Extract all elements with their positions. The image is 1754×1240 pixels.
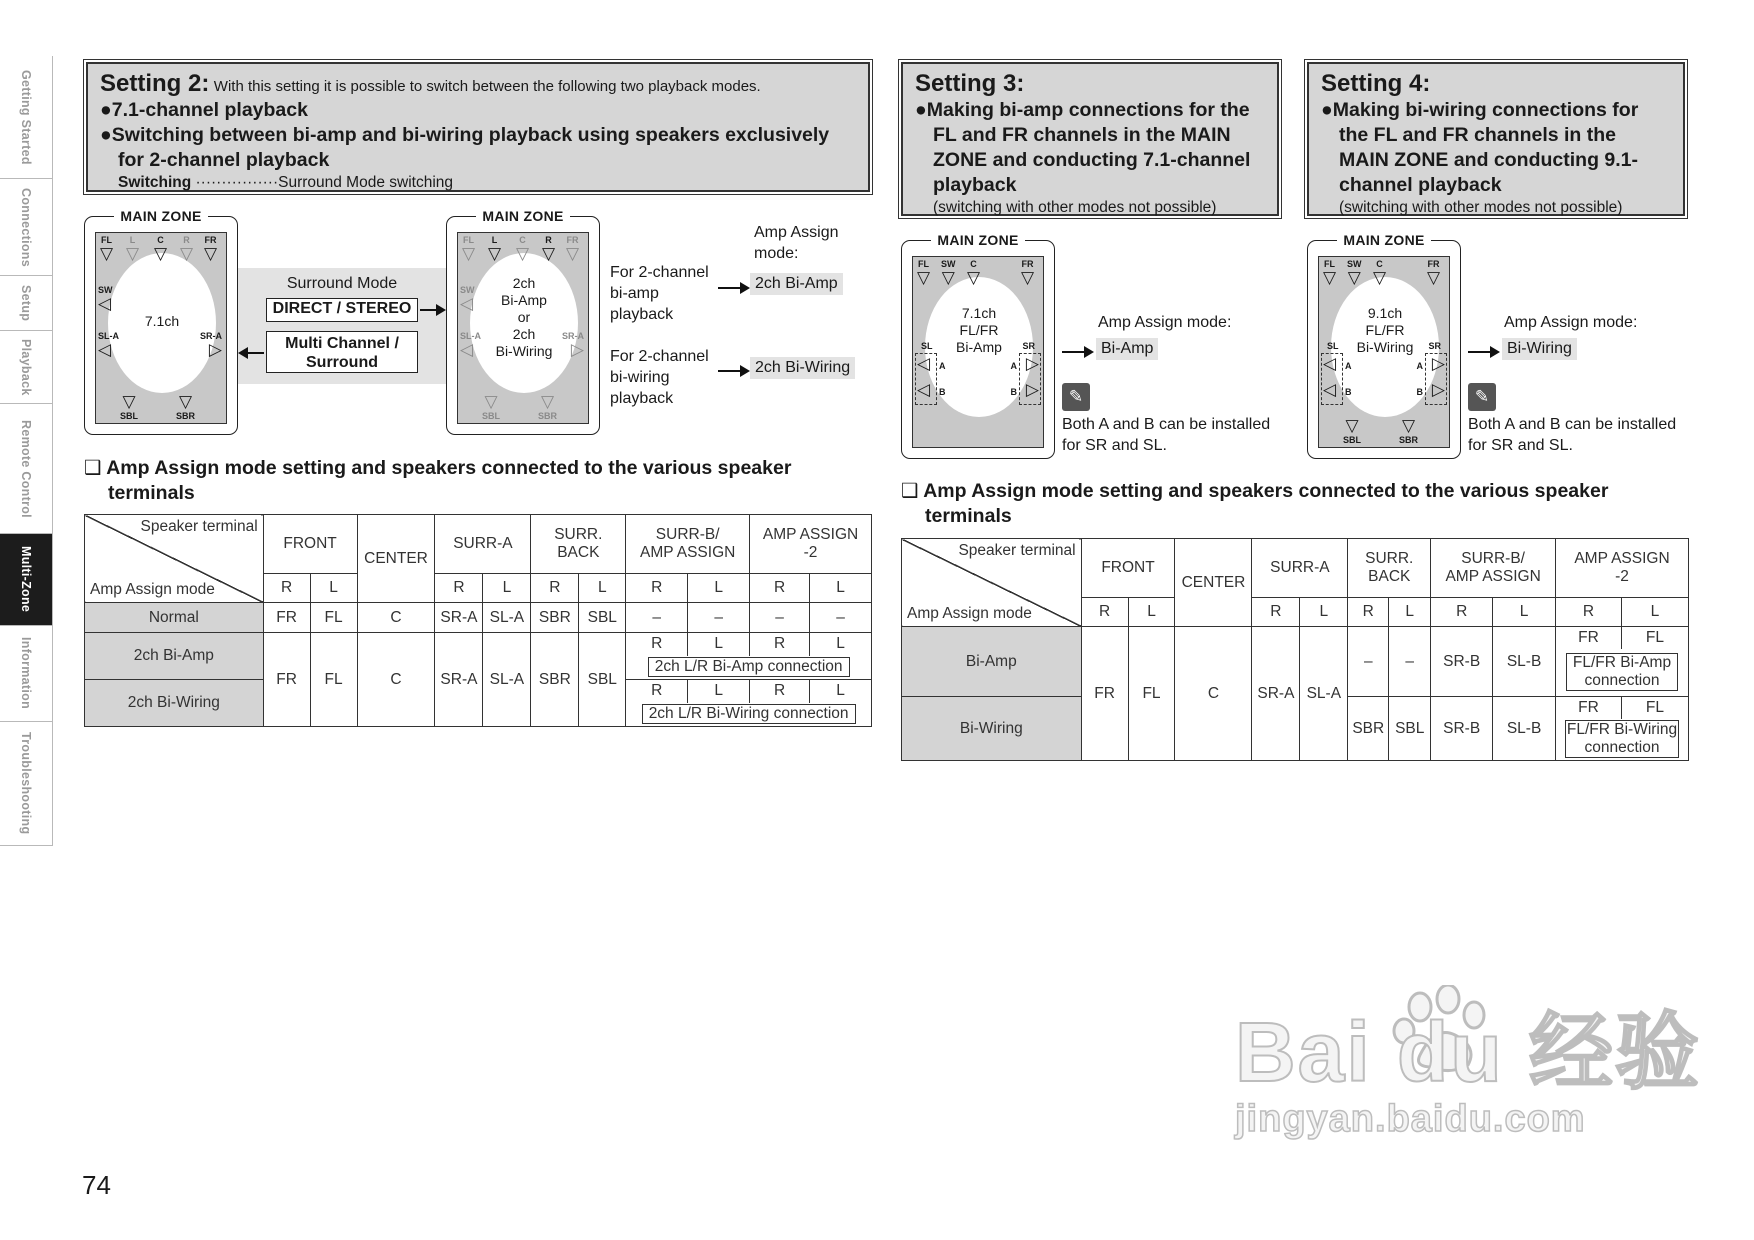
- arrow-left-icon: [240, 352, 264, 354]
- speaker-sr: SR: [1428, 341, 1441, 351]
- setting3-note: (switching with other modes not possible): [933, 199, 1217, 216]
- for-2ch-biamp-text: For 2-channel bi-amp playback: [610, 264, 709, 323]
- speaker-sl-b: ◁: [917, 380, 931, 399]
- tab-getting-started[interactable]: Getting Started: [0, 56, 53, 179]
- value-2ch-biamp: 2ch Bi-Amp: [750, 273, 843, 295]
- col-center: CENTER: [1175, 539, 1252, 627]
- page-number: 74: [82, 1170, 111, 1200]
- speaker-sbr: ▽ SBR: [176, 392, 196, 421]
- setting2-bullet2: ●Switching between bi-amp and bi-wiring playback using speakers exclusively for 2-channel playback: [100, 124, 830, 171]
- setting3-title: Setting 3:: [915, 70, 1025, 97]
- speaker-l: L ▽: [126, 235, 140, 263]
- speaker-sr-b: ▷: [1431, 380, 1445, 399]
- speaker-sbl: ▽ SBL: [1343, 416, 1361, 445]
- label-a: A: [1416, 361, 1423, 371]
- table-row: Normal FR FL C SR-A SL-A SBR SBL – – – –: [85, 603, 872, 633]
- surround-mode-label: Surround Mode: [286, 275, 398, 292]
- mode-multi-channel: Multi Channel / Surround: [266, 331, 418, 373]
- speaker-sr-a: ▷: [1431, 354, 1445, 373]
- speaker-c: C ▽: [1373, 259, 1387, 287]
- table-corner-cell: Speaker terminal Amp Assign mode: [85, 515, 264, 603]
- col-center: CENTER: [357, 515, 435, 603]
- main-zone-91-biwiring-diagram: MAIN ZONE FL ▽ SW ▽ C ▽ FR ▽ SL SR ◁ A ◁ B ▷ A ▷ B ▽ SBL ▽ SBR 9.1ch FL/FR Bi-Wiring: [1307, 240, 1461, 459]
- speaker-fr: FR ▽: [1021, 259, 1035, 287]
- arrow-right-icon: [1468, 351, 1498, 353]
- amp-assign-table-setting2: Speaker terminal Amp Assign mode FRONT CENTER SURR-A SURR. BACK SURR-B/ AMP ASSIGN AMP ASSIGN -2 R L R L R L R L R L Normal FR FL C SR-A SL-A SBR SBL – – – – 2ch Bi-Amp FR FL C SR-A SL-A SBR SBL R L R L 2ch L/R Bi-Amp connection 2ch Bi-Wiring R L R L 2ch L/R Bi-Wiring connection: [84, 514, 872, 727]
- amp-assign-table-setting34: Speaker terminal Amp Assign mode FRONT CENTER SURR-A SURR. BACK SURR-B/ AMP ASSIGN AMP ASSIGN -2 R L R L R L R L R L Bi-Amp FR FL C SR-A SL-A – – SR-B SL-B FR FL FL/FR Bi-Amp connection Bi-Wiring SBR SBL SR-B SL-B FR FL FL/FR Bi-Wiring connection: [901, 538, 1689, 761]
- main-zone-71-biamp-diagram: MAIN ZONE FL ▽ SW ▽ C ▽ FR ▽ SL SR ◁ A ◁ B ▷ A ▷ B 7.1ch FL/FR Bi-Amp: [901, 240, 1055, 459]
- tab-connections[interactable]: Connections: [0, 179, 53, 276]
- speaker-sbr: ▽ SBR: [538, 392, 558, 421]
- diagram4-amp-assign-label: Amp Assign mode:: [1504, 314, 1638, 331]
- col-amp-assign-2: AMP ASSIGN -2: [1556, 539, 1689, 598]
- speaker-fr: FR ▽: [204, 235, 218, 263]
- setting3-header: [901, 62, 1279, 216]
- checkbox-square-icon: ❑: [901, 480, 919, 502]
- label-a: A: [1345, 361, 1352, 371]
- speaker-sr-a: SR-A ▷: [200, 331, 222, 359]
- speaker-sr-b: ▷: [1025, 380, 1039, 399]
- speaker-sw: SW ◁: [460, 285, 475, 313]
- amp-assign-mode-label: Amp Assign mode:: [754, 224, 839, 262]
- col-amp-assign-2: AMP ASSIGN -2: [750, 515, 872, 574]
- col-surr-back: SURR. BACK: [531, 515, 626, 574]
- col-surr-a: SURR-A: [435, 515, 531, 574]
- side-tab-bar: [0, 56, 53, 846]
- tab-multi-zone[interactable]: Multi-Zone: [0, 534, 53, 626]
- table-row: 2ch Bi-Amp FR FL C SR-A SL-A SBR SBL R L R L: [85, 633, 872, 656]
- col-surr-b: SURR-B/ AMP ASSIGN: [626, 515, 750, 574]
- value-biamp: Bi-Amp: [1096, 338, 1158, 360]
- tab-setup[interactable]: Setup: [0, 276, 53, 331]
- value-2ch-biwiring: 2ch Bi-Wiring: [750, 357, 855, 379]
- label-b: B: [1010, 387, 1017, 397]
- table3-heading: ❑ Amp Assign mode setting and speakers connected to the various speaker terminals: [901, 480, 1609, 527]
- speaker-sl-a: ◁: [917, 354, 931, 373]
- setting2-desc: With this setting it is possible to switch between the following two playback modes.: [213, 78, 761, 95]
- value-biwiring: Bi-Wiring: [1502, 338, 1577, 360]
- tab-playback[interactable]: Playback: [0, 331, 53, 404]
- speaker-fl: FL ▽: [917, 259, 931, 287]
- col-surr-b: SURR-B/ AMP ASSIGN: [1431, 539, 1556, 598]
- table-corner-cell: Speaker terminal Amp Assign mode: [902, 539, 1082, 627]
- setting4-header: [1307, 62, 1685, 216]
- setting2-title: Setting 2:: [100, 70, 210, 97]
- arrow-right-icon: [1062, 351, 1092, 353]
- speaker-fl: FL ▽: [462, 235, 476, 263]
- arrow-right-icon: [718, 287, 748, 289]
- arrow-right-icon: [420, 309, 444, 311]
- setting2-switching: Switching ················Surround Mode switching: [118, 174, 454, 191]
- label-a: A: [939, 361, 946, 371]
- mode-direct-stereo: DIRECT / STEREO: [266, 298, 418, 322]
- speaker-fr: FR ▽: [566, 235, 580, 263]
- setting3-bullet: ●Making bi-amp connections for the FL and FR channels in the MAIN ZONE and conducting 7.1-channel playback: [915, 99, 1251, 196]
- zone2-center-label: 2ch Bi-Amp or 2ch Bi-Wiring: [495, 275, 553, 359]
- tab-troubleshooting[interactable]: Troubleshooting: [0, 722, 53, 846]
- speaker-c: C ▽: [154, 235, 168, 263]
- speaker-sw: SW ◁: [98, 285, 113, 313]
- label-b: B: [1345, 387, 1352, 397]
- col-front: FRONT: [1081, 539, 1175, 598]
- pencil-note-icon: ✎: [1062, 383, 1090, 411]
- zone3-center-label: 7.1ch FL/FR Bi-Amp: [956, 305, 1002, 355]
- label-a: A: [1010, 361, 1017, 371]
- baidu-jingyan-watermark: Bai du 经验 jingyan.baidu.com: [1235, 1005, 1702, 1140]
- table-row: Bi-Wiring SBR SBL SR-B SL-B FR FL: [902, 697, 1689, 719]
- speaker-fr: FR ▽: [1427, 259, 1441, 287]
- diagram3-amp-assign-label: Amp Assign mode:: [1098, 314, 1232, 331]
- main-zone-71-diagram: [84, 208, 238, 435]
- speaker-sr-a: ▷: [1025, 354, 1039, 373]
- table2-heading: ❑ Amp Assign mode setting and speakers connected to the various speaker terminals: [84, 457, 792, 504]
- setting4-note: (switching with other modes not possible): [1339, 199, 1623, 216]
- speaker-sbl: ▽ SBL: [120, 392, 138, 421]
- tab-information[interactable]: Information: [0, 626, 53, 722]
- setting2-header: [86, 62, 870, 192]
- speaker-r: R ▽: [542, 235, 556, 263]
- zone4-center-label: 9.1ch FL/FR Bi-Wiring: [1356, 305, 1414, 355]
- setting4-bullet: ●Making bi-wiring connections for the FL and FR channels in the MAIN ZONE and conducting 9.1-channel playback: [1321, 99, 1639, 196]
- speaker-c: C ▽: [516, 235, 530, 263]
- speaker-sw: SW ▽: [1347, 259, 1362, 287]
- setting2-bullet1: ●7.1-channel playback: [100, 99, 308, 121]
- speaker-fl: FL ▽: [100, 235, 114, 263]
- pencil-note-icon: ✎: [1468, 383, 1496, 411]
- speaker-sr: SR: [1022, 341, 1035, 351]
- speaker-sl-a: SL-A ◁: [460, 331, 481, 359]
- setting4-title: Setting 4:: [1321, 70, 1431, 97]
- table-row: 2ch Bi-Wiring R L R L: [85, 680, 872, 703]
- diagram3-note: Both A and B can be installed for SR and SL.: [1062, 416, 1271, 454]
- speaker-c: C ▽: [967, 259, 981, 287]
- speaker-sbl: ▽ SBL: [482, 392, 500, 421]
- speaker-sl-a: ◁: [1323, 354, 1337, 373]
- speaker-sbr: ▽ SBR: [1399, 416, 1419, 445]
- zone-label: MAIN ZONE: [114, 208, 207, 224]
- speaker-sw: SW ▽: [941, 259, 956, 287]
- label-b: B: [1416, 387, 1423, 397]
- label-b: B: [939, 387, 946, 397]
- arrow-right-icon: [718, 370, 748, 372]
- speaker-sl: SL: [1327, 341, 1339, 351]
- zone1-center-label: 7.1ch: [144, 313, 180, 329]
- speaker-sr-a: SR-A ▷: [562, 331, 584, 359]
- speaker-r: R ▽: [180, 235, 194, 263]
- col-front: FRONT: [263, 515, 357, 574]
- table-row: Bi-Amp FR FL C SR-A SL-A – – SR-B SL-B FR FL: [902, 627, 1689, 649]
- col-surr-back: SURR. BACK: [1348, 539, 1431, 598]
- main-zone-2ch-diagram: MAIN ZONE FL ▽ L ▽ C ▽ R ▽ FR ▽ SW ◁ SL-A ◁ SR-A ▷ ▽ SBL ▽ SBR 2ch Bi-Amp or 2ch Bi-Wiring: [446, 216, 600, 435]
- checkbox-square-icon: ❑: [84, 457, 102, 479]
- tab-remote-control[interactable]: Remote Control: [0, 404, 53, 534]
- speaker-sl-a: SL-A ◁: [98, 331, 119, 359]
- speaker-l: L ▽: [488, 235, 502, 263]
- diagram4-note: Both A and B can be installed for SR and SL.: [1468, 416, 1677, 454]
- for-2ch-biwiring-text: For 2-channel bi-wiring playback: [610, 348, 709, 407]
- speaker-sl: SL: [921, 341, 933, 351]
- speaker-sl-b: ◁: [1323, 380, 1337, 399]
- speaker-fl: FL ▽: [1323, 259, 1337, 287]
- col-surr-a: SURR-A: [1252, 539, 1348, 598]
